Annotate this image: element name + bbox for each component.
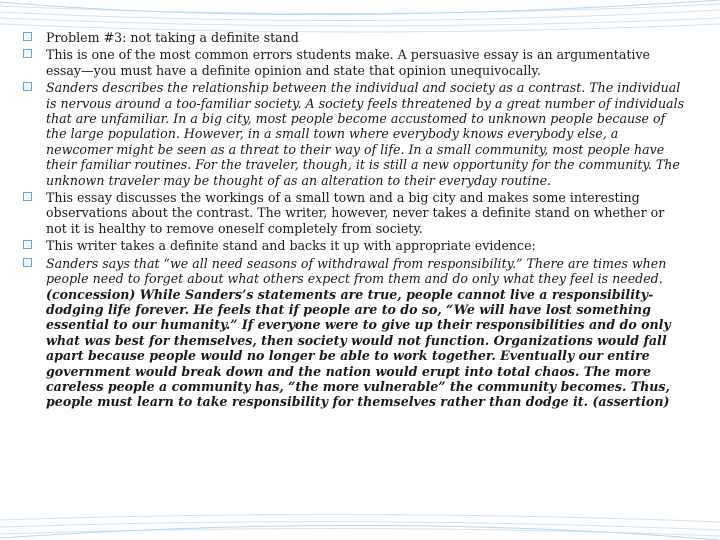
square-bullet-icon	[23, 32, 32, 41]
bullet-problem-title	[18, 30, 688, 45]
bullet-text: Sanders describes the relationship between the individual and society as a contrast. The individual is nervous around a too-familiar society. A society feels threatened by a great number of individuals that are unfamiliar. In a big city, most people become accustomed to unknown people because of the large population. However, in a small town where everybody knows everybody else, a newcomer might be seen as a threat to their way of life. In a small community, most people have their familiar routines. For the traveler, though, it is still a new opportunity for the community. The unknown traveler may be thought of as an alteration to their everyday routine.	[46, 80, 685, 188]
bullet-essay-discusses	[18, 190, 688, 236]
quote-text: Sanders says that “we all need seasons of withdrawal from responsibility.” There are times when people need to forget about what others expect from them and do only what they feel is needed.	[46, 255, 667, 287]
square-bullet-icon	[23, 49, 32, 58]
slide-body	[18, 30, 688, 412]
square-bullet-icon	[23, 240, 32, 249]
square-bullet-icon	[23, 192, 32, 201]
bullet-sanders-says	[18, 256, 688, 410]
bullet-sanders-contrast	[18, 80, 688, 188]
bullet-writer-stand	[18, 238, 688, 253]
bullet-text: Problem #3: not taking a definite stand	[46, 30, 299, 45]
bullet-common-error	[18, 47, 688, 78]
square-bullet-icon	[23, 258, 32, 267]
argument-text: (concession) While Sanders’s statements are true, people cannot live a responsibility-dodging life forever. He feels that if people are to do so, “We will have lost something essential to our humanity.” If everyone were to give up their responsibilities and do only what was best for themselves, then society would not function. Organizations would fall apart because people would no longer be able to work together. Eventually our entire government would break down and the nation would erupt into total chaos. The more careless people a community has, “the more vulnerable” the community becomes. Thus, people must learn to take responsibility for themselves rather than dodge it. (assertion)	[46, 286, 671, 410]
bullet-text: This writer takes a definite stand and backs it up with appropriate evidence:	[46, 238, 536, 254]
square-bullet-icon	[23, 82, 32, 91]
bullet-text: This is one of the most common errors students make. A persuasive essay is an argumentative essay—you must have a definite opinion and state that opinion unequivocally.	[46, 47, 651, 78]
bullet-text	[46, 256, 688, 410]
bullet-list	[18, 30, 688, 410]
bullet-text: This essay discusses the workings of a small town and a big city and makes some interesting observations about the contrast. The writer, however, never takes a definite stand on whether or not it is healthy to remove oneself completely from society.	[46, 190, 665, 236]
